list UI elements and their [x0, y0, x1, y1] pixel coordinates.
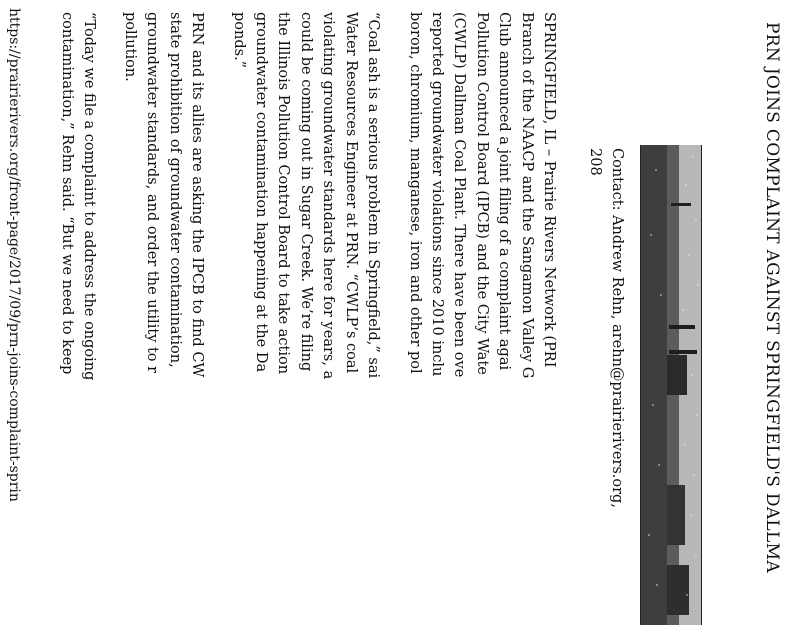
contact-line: Contact: Andrew Rehn, arehn@prairierivers.org, — [609, 148, 625, 508]
coal-plant-photo-image — [641, 145, 701, 625]
text-line: SPRINGFIELD, IL – Prairie Rivers Network (PRI — [541, 12, 557, 368]
text-line: “Today we file a complaint to address the ongoing — [81, 12, 97, 381]
text-line: Pollution Control Board (IPCB) and the City Wate — [473, 12, 490, 375]
text-line: pollution. — [121, 12, 138, 82]
text-line: contamination,” Rehn said. “But we need to keep — [58, 12, 75, 375]
text-line: Water Resources Engineer at PRN. “CWLP’s coal — [342, 12, 359, 374]
footer-url[interactable]: https://prairierivers.org/front-page/2017/09/prn-joins-complaint-sprin — [6, 8, 22, 502]
text-line: boron, chromium, manganese, iron and other pol — [406, 12, 423, 374]
paragraph-1 — [403, 12, 560, 632]
text-line: groundwater standards, and order the utility to r — [144, 12, 161, 374]
text-line: could be coming out in Sugar Creek. We’re filing — [297, 12, 314, 372]
text-line: ponds.” — [230, 12, 247, 69]
text-line: “Coal ash is a serious problem in Springfield,” sai — [365, 12, 381, 379]
article-photo — [640, 145, 702, 625]
text-line: groundwater contamination happening at the Da — [252, 12, 269, 373]
text-line: PRN and its allies are asking the IPCB to find CW — [189, 12, 205, 378]
paragraph-4 — [55, 12, 100, 632]
text-line: violating groundwater standards here for years, a — [320, 12, 337, 380]
article-title: PRN JOINS COMPLAINT AGAINST SPRINGFIELD'S DALLMA — [762, 22, 782, 573]
text-line: the Illinois Pollution Control Board to take action — [275, 12, 292, 375]
contact-line: 208 — [587, 148, 603, 176]
text-line: Branch of the NAACP and the Sangamon Valley G — [518, 12, 535, 379]
text-line: reported groundwater violations since 2010 inclu — [428, 12, 445, 377]
paragraph-3 — [118, 12, 208, 632]
contact-info — [584, 148, 628, 618]
text-line: (CWLP) Dallman Coal Plant. There have been ove — [451, 12, 468, 378]
text-line: state prohibition of groundwater contamination, — [166, 12, 183, 368]
paragraph-2 — [227, 12, 384, 632]
text-line: Club announced a joint filing of a complaint agai — [496, 12, 513, 371]
